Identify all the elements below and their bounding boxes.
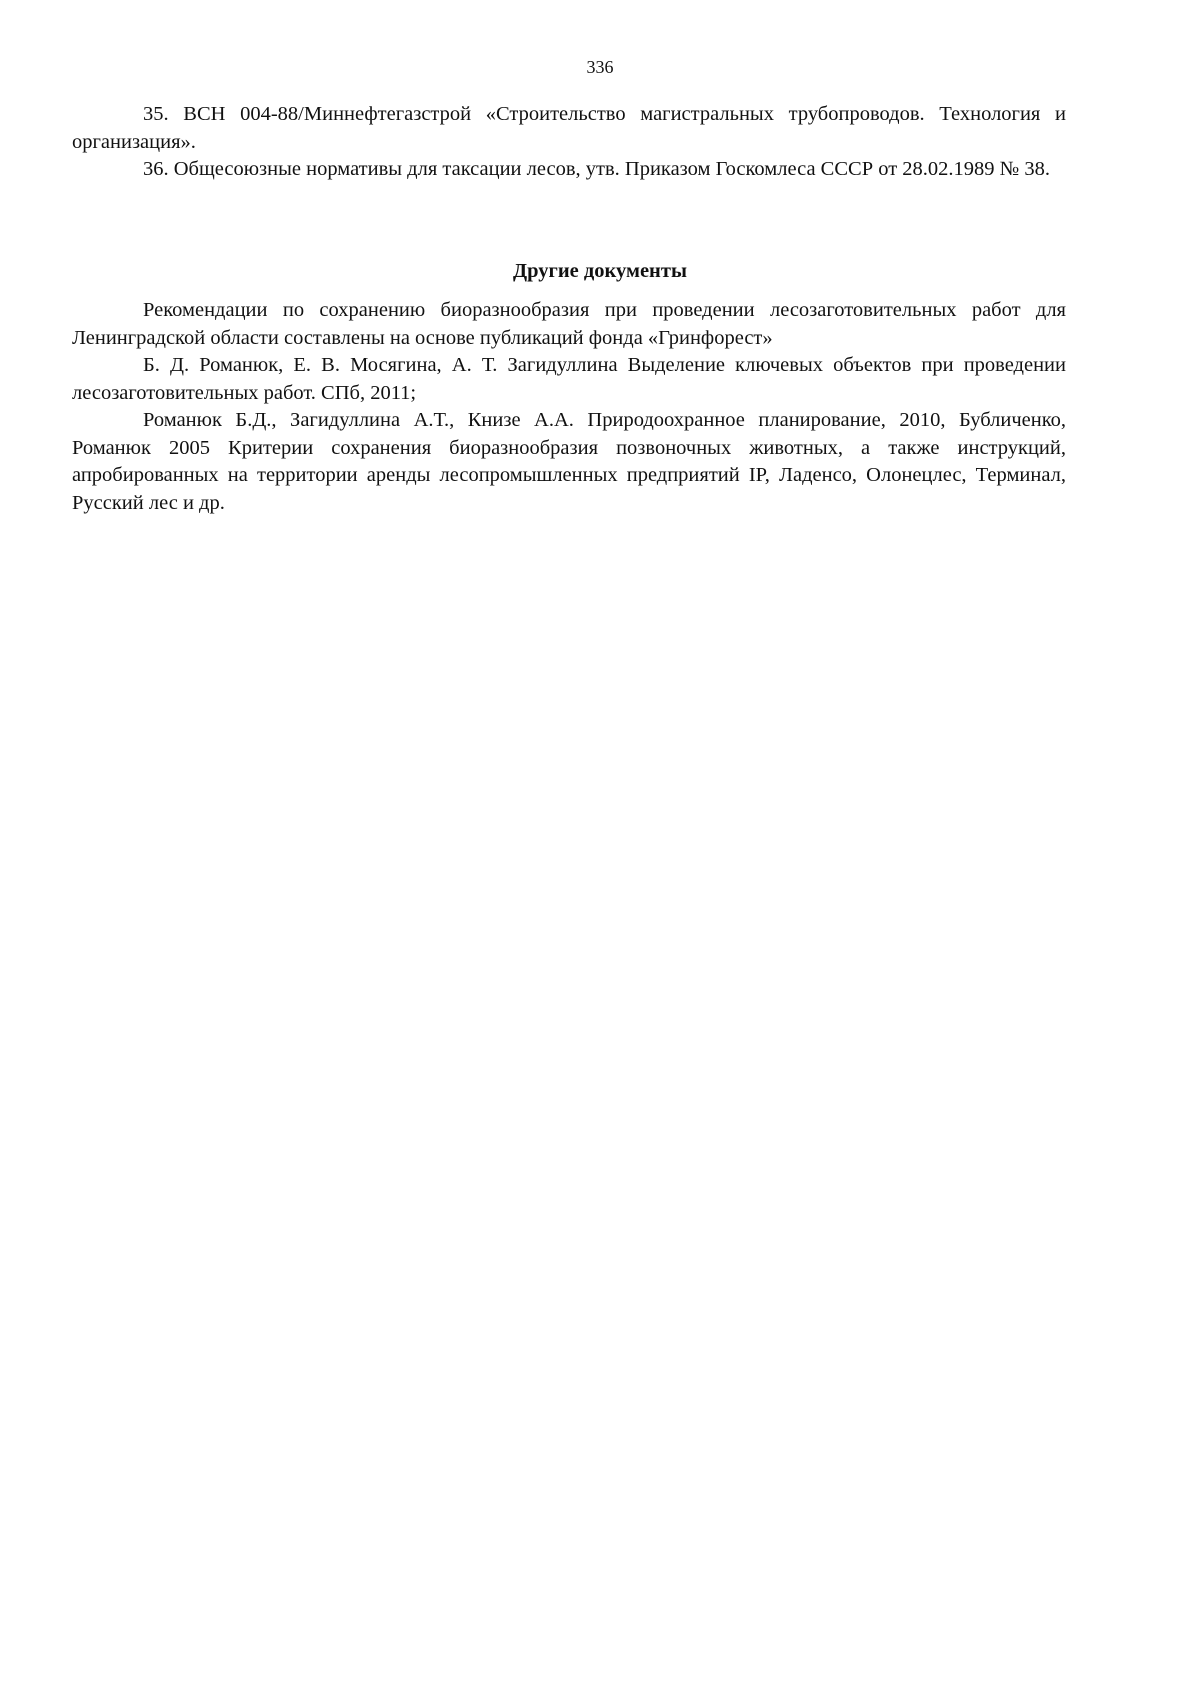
other-documents-section bbox=[72, 297, 1066, 517]
reference-item: 36. Общесоюзные нормативы для таксации лесов, утв. Приказом Госкомлеса СССР от 28.02.1989 № 38. bbox=[143, 158, 1050, 180]
document-paragraph: Романюк Б.Д., Загидуллина А.Т., Книзе А.А. Природоохранное планирование, 2010, Бубличенко, Романюк 2005 Критерии сохранения биоразнообразия позвоночных животных, а также инструкций, апробированных на территории аренды лесопромышленных предприятий IP, Ладенсо, Олонецлес, Терминал, Русский лес и др. bbox=[72, 409, 1066, 514]
document-paragraph: Рекомендации по сохранению биоразнообразия при проведении лесозаготовительных работ для Ленинградской области составлены на основе публикаций фонда «Гринфорест» bbox=[72, 299, 1066, 349]
section-heading: Другие документы bbox=[513, 260, 687, 282]
document-paragraph: Б. Д. Романюк, Е. В. Мосягина, А. Т. Загидуллина Выделение ключевых объектов при проведении лесозаготовительных работ. СПб, 2011; bbox=[72, 354, 1066, 404]
page-number: 336 bbox=[586, 57, 614, 77]
references-list bbox=[72, 101, 1066, 184]
reference-item: 35. ВСН 004-88/Миннефтегазстрой «Строительство магистральных трубопроводов. Технология и организация». bbox=[72, 103, 1066, 153]
